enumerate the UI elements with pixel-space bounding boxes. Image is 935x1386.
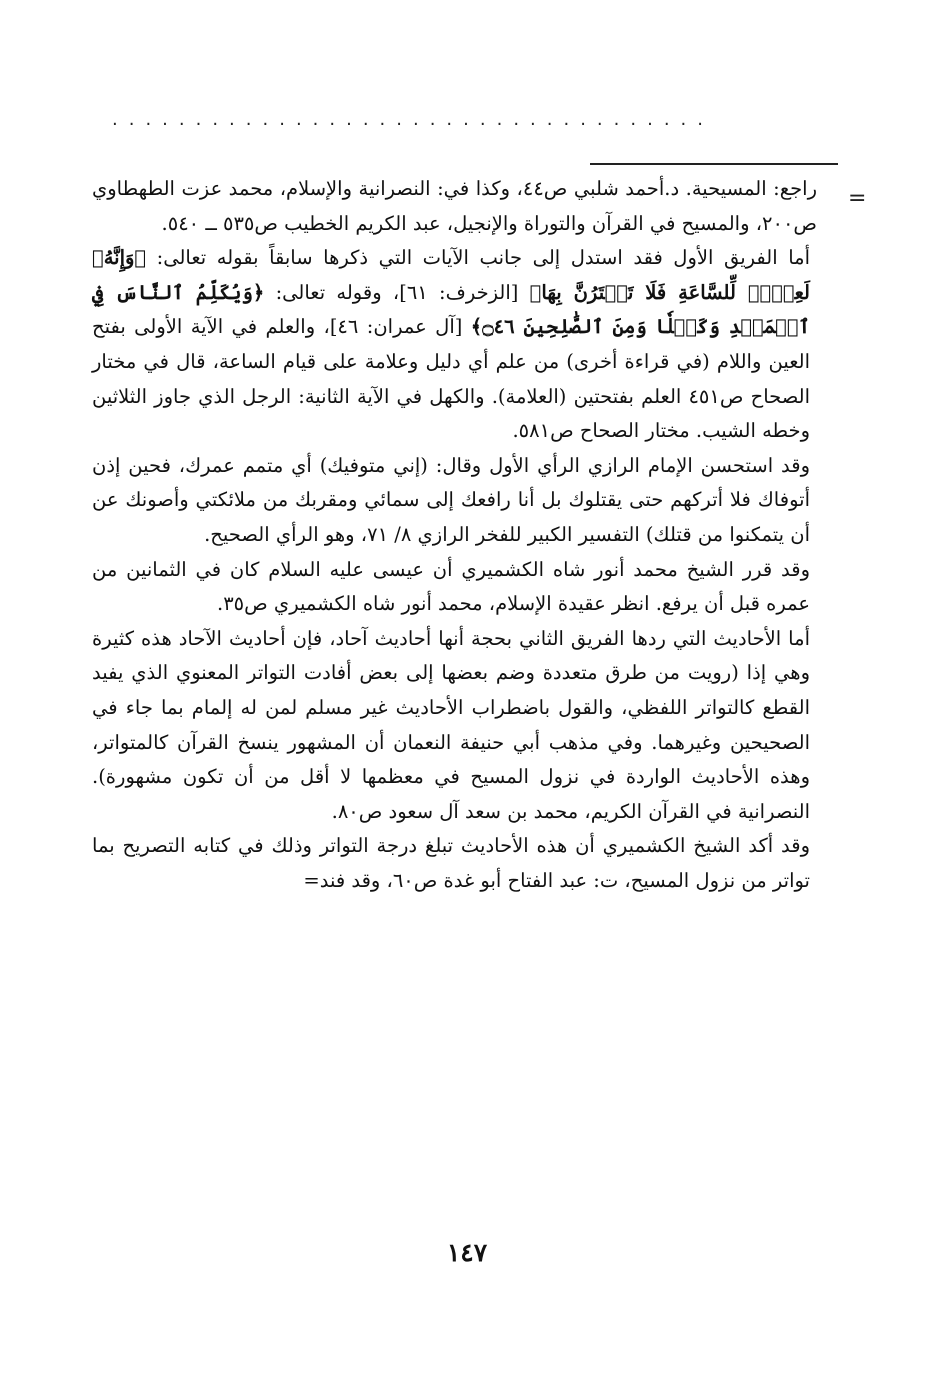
header-dotted-line: .................................... <box>112 112 714 128</box>
footnote-paragraph-2-text-1: أما الفريق الأول فقد استدل إلى جانب الآيات التي ذكرها سابقاً بقوله تعالى: <box>146 246 810 270</box>
footnote-paragraph-6: وقد أكد الشيخ الكشميري أن هذه الأحاديث تبلغ درجة التواتر وذلك في كتابه التصريح بما تواتر من نزول المسيح، ت: عبد الفتاح أبو غدة ص٦٠، وقد فند= <box>92 834 810 892</box>
quran-verse-1: ﴿وَإِنَّهُۥ لَعِلۡمٞ لِّلسَّاعَةِ فَلَا تَمۡتَرُنَّ بِهَا﴾ <box>92 246 810 304</box>
footnote-separator-rule <box>590 163 838 165</box>
footnotes-block <box>92 172 817 898</box>
footnote-paragraph-2 <box>92 241 810 449</box>
footnote-paragraph-2-text-3: [آل عمران: ٤٦]، والعلم في الآية الأولى بفتح العين واللام (في قراءة أخرى) من علم أي دليل وعلامة على قيام الساعة، قال في مختار الصحاح ص٤٥١ العلم بفتحتين (العلامة). والكهل في الآية الثانية: الرجل الذي جاوز الثلاثين وخطه الشيب. مختار الصحاح ص٥٨١. <box>92 315 810 443</box>
footnote-paragraph-1: راجع: المسيحية. د.أحمد شلبي ص٤٤، وكذا في: النصرانية والإسلام، محمد عزت الطهطاوي ص٢٠٠، والمسيح في القرآن والتوراة والإنجيل، عبد الكريم الخطيب ص٥٣٥ ــ ٥٤٠. <box>92 177 817 235</box>
footnote-paragraph-2-text-2: [الزخرف: ٦١]، وقوله تعالى: <box>264 280 530 304</box>
footnote-paragraph-4: وقد قرر الشيخ محمد أنور شاه الكشميري أن عيسى عليه السلام كان في الثمانين من عمره قبل أن يرفع. انظر عقيدة الإسلام، محمد أنور شاه الكشميري ص٣٥. <box>92 557 810 616</box>
quran-verse-2: ﴿وَيُكَلِّمُ ٱلنَّاسَ فِي ٱلۡمَهۡدِ وَكَهۡلٗا وَمِنَ ٱلصَّٰلِحِينَ ۝٤٦﴾ <box>92 280 810 339</box>
footnote-paragraph-5: أما الأحاديث التي ردها الفريق الثاني بحجة أنها أحاديث آحاد، فإن أحاديث الآحاد هذه كثيرة وهي إذا (رويت من طرق متعددة وضم بعضها إلى بعض أفادت التواتر المعنوي الذي يفيد القطع كالتواتر اللفظي، والقول باضطراب الأحاديث غير مسلم لمن له إلمام بما جاء في الصحيحين وغيرهما. وفي مذهب أبي حنيفة النعمان أن المشهور ينسخ القرآن كالمتواتر، وهذه الأحاديث الواردة في نزول المسيح في معظمها لا أقل من أن تكون مشهورة). النصرانية في القرآن الكريم، محمد بن سعد آل سعود ص٨٠. <box>92 626 811 823</box>
page-number: ١٤٧ <box>446 1238 488 1267</box>
continuation-mark: = <box>848 186 867 211</box>
footnote-paragraph-3: وقد استحسن الإمام الرازي الرأي الأول وقال: (إني متوفيك) أي متمم عمرك، فحين إذن أتوفاك فلا أتركهم حتى يقتلوك بل أنا رافعك إلى سمائي ومقربك من ملائكتي وأصونك عن أن يتمكنوا من قتلك) التفسير الكبير للفخر الرازي ٨/ ٧١، وهو الرأي الصحيح. <box>92 453 810 546</box>
